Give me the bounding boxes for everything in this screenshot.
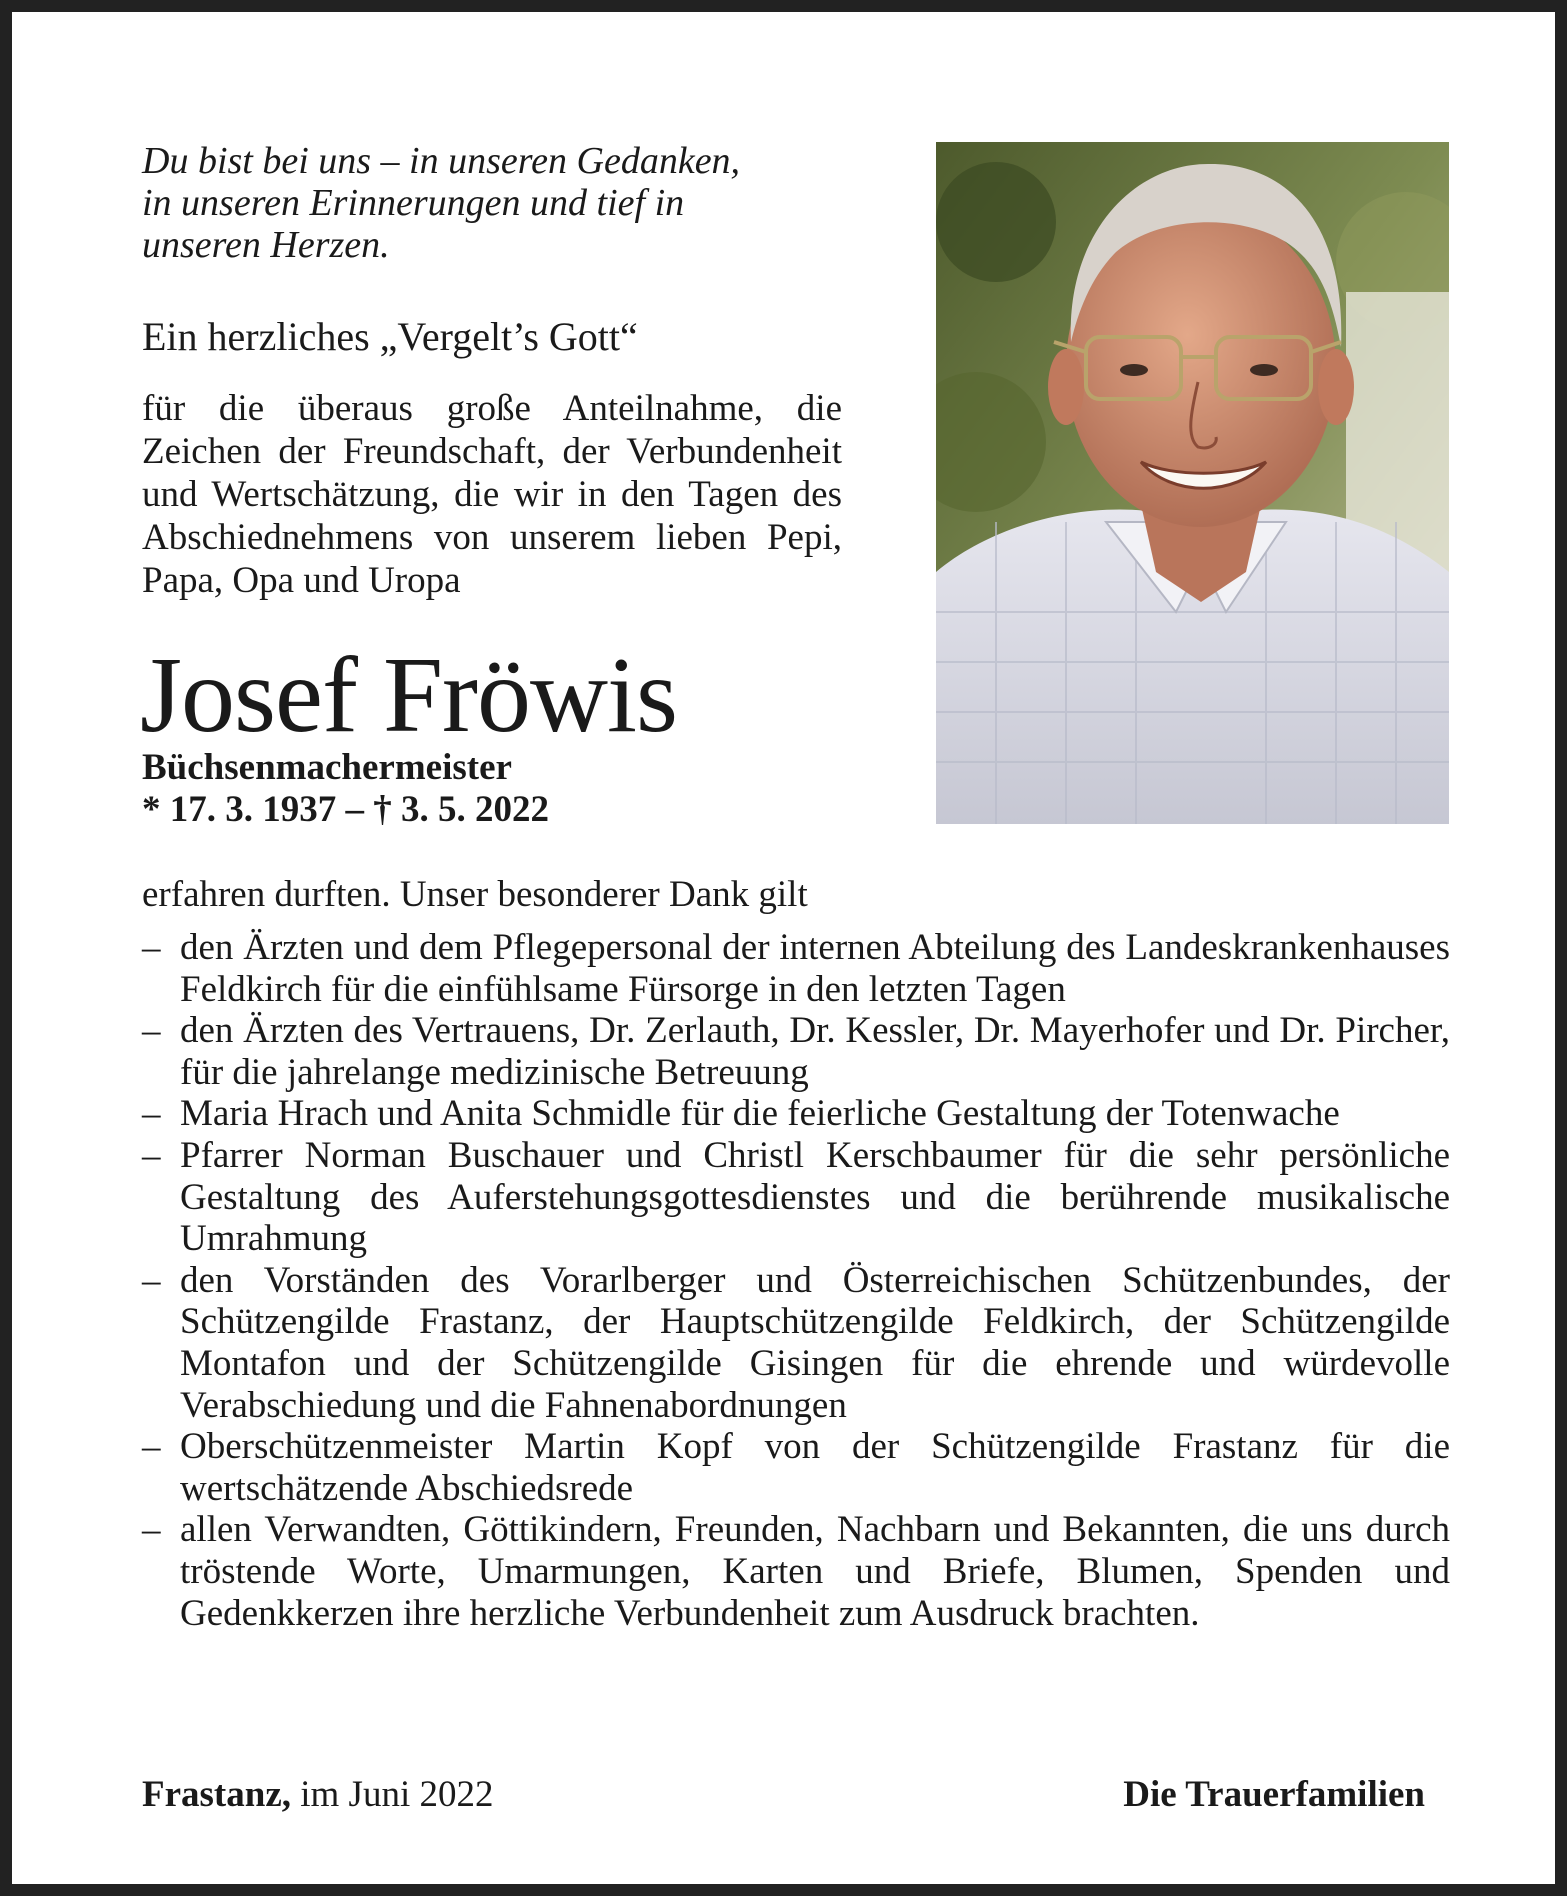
list-item [142, 1093, 1450, 1135]
dash-marker: – [142, 1134, 161, 1176]
thanks-intro-text: für die überaus große Anteilnahme, die Zeichen der Freundschaft, der Verbundenheit und Wertschätzung, die wir in den Tagen des Abschiednehmens von unserem lieben Pepi, Papa, Opa und Uropa [142, 388, 842, 601]
place: Frastanz, [142, 1774, 291, 1815]
special-thanks-intro: erfahren durften. Unser besonderer Dank gilt [142, 874, 808, 915]
list-item [142, 1426, 1450, 1509]
list-item [142, 1260, 1450, 1426]
dash-marker: – [142, 1259, 161, 1301]
date: im Juni 2022 [300, 1774, 494, 1815]
dash-marker: – [142, 1426, 161, 1468]
list-item-text: Oberschützenmeister Martin Kopf von der Schützengilde Frastanz für die wertschätzende Abschiedsrede [180, 1426, 1450, 1509]
deceased-profession: Büchsenmachermeister [142, 747, 512, 788]
signature: Die Trauerfamilien [1123, 1774, 1425, 1815]
list-item-text: Maria Hrach und Anita Schmidle für die feierliche Gestaltung der Totenwache [180, 1093, 1340, 1135]
place-date [142, 1774, 494, 1816]
list-item-text: den Ärzten des Vertrauens, Dr. Zerlauth, Dr. Kessler, Dr. Mayerhofer und Dr. Pircher, für die jahrelange medizinische Betreuung [180, 1010, 1450, 1093]
memorial-quote: Du bist bei uns – in unseren Gedanken, in unseren Erinnerungen und tief in unseren Herzen. [142, 140, 741, 266]
thanks-list [142, 927, 1450, 1634]
list-item-text: den Vorständen des Vorarlberger und Österreichischen Schützenbundes, der Schützengilde Frastanz, der Hauptschützengilde Feldkirch, der Schützengilde Montafon und der Schützengilde Gisingen für die ehrende und würdevolle Verabschiedung und die Fahnenabordnungen [180, 1259, 1450, 1426]
list-item [142, 1509, 1450, 1634]
dash-marker: – [142, 927, 161, 968]
list-item-text: den Ärzten und dem Pflegepersonal der internen Abteilung des Landeskrankenhauses Feldkirch für die einfühlsame Fürsorge in den letzten Tagen [180, 927, 1450, 1010]
dash-marker: – [142, 1509, 161, 1551]
life-dates: * 17. 3. 1937 – † 3. 5. 2022 [142, 789, 549, 830]
list-item [142, 927, 1450, 1010]
list-item [142, 1135, 1450, 1260]
dash-marker: – [142, 1010, 161, 1052]
list-item-text: Pfarrer Norman Buschauer und Christl Kerschbaumer für die sehr persönliche Gestaltung des Auferstehungsgottesdienstes und die berührende musikalische Umrahmung [180, 1134, 1450, 1260]
list-item-text: allen Verwandten, Göttikindern, Freunden, Nachbarn und Bekannten, die uns durch tröstende Worte, Umarmungen, Karten und Briefe, Blumen, Spenden und Gedenkkerzen ihre herzliche Verbundenheit zum Ausdruck brachten. [180, 1509, 1450, 1634]
thanks-heading: Ein herzliches „Vergelt’s Gott“ [142, 314, 638, 359]
dash-marker: – [142, 1093, 161, 1135]
deceased-name: Josef Fröwis [140, 636, 678, 755]
portrait-illustration [936, 142, 1449, 824]
portrait-photo [936, 142, 1449, 824]
list-item [142, 1010, 1450, 1093]
